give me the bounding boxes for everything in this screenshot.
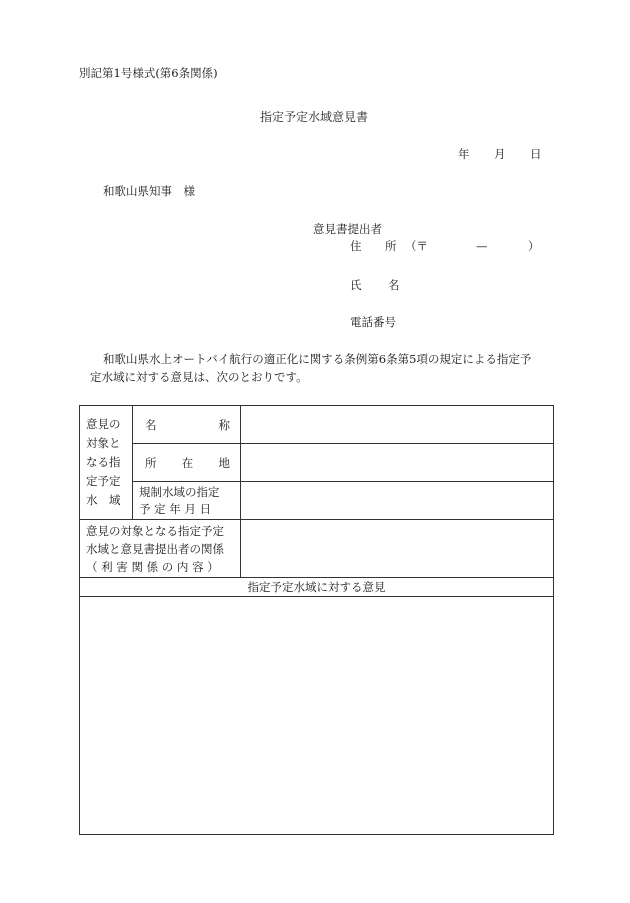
name-label-char: 称: [218, 417, 230, 432]
relationship-label-cell: [80, 520, 241, 578]
form-number: 別記第1号様式(第6条関係): [79, 66, 218, 80]
location-entry-cell[interactable]: [241, 444, 554, 482]
target-area-label-line: なる指: [86, 455, 121, 469]
location-label-cell: [133, 444, 241, 482]
relationship-label-line: 意見の対象となる指定予定: [86, 523, 224, 538]
postal-dash: —: [476, 239, 488, 253]
address-label-2: 所: [385, 239, 397, 253]
opinion-entry-cell[interactable]: [80, 597, 554, 835]
target-area-label-line: 定予定: [86, 474, 121, 488]
postal-close: ）: [528, 239, 540, 253]
date-month: 月: [494, 147, 506, 161]
opinion-form-table: [79, 405, 554, 835]
table-row: [80, 406, 554, 444]
designation-date-label-cell: [133, 482, 241, 520]
location-label-char: 在: [181, 455, 194, 470]
relationship-entry-cell[interactable]: [241, 520, 554, 578]
relationship-label-line: （ 利 害 関 係 の 内 容 ）: [86, 559, 219, 574]
date-year: 年: [458, 147, 470, 161]
name-label-2: 名: [388, 278, 400, 292]
addressee: 和歌山県知事 様: [103, 184, 195, 198]
relationship-label-line: 水域と意見書提出者の関係: [86, 541, 224, 556]
opinion-header-cell: 指定予定水域に対する意見: [80, 578, 554, 597]
statement-line-2: 定水域に対する意見は、次のとおりです。: [90, 370, 308, 384]
submitter-heading: 意見書提出者: [313, 222, 382, 236]
table-row: [80, 482, 554, 520]
target-area-label-line: 意見の: [86, 417, 121, 431]
phone-label: 電話番号: [350, 315, 396, 329]
designation-date-label-line: 予 定 年 月 日: [139, 501, 212, 516]
designation-date-label-line: 規制水域の指定: [139, 484, 220, 499]
designation-date-entry-cell[interactable]: [241, 482, 554, 520]
postal-open: （〒: [405, 239, 428, 253]
table-row: [80, 578, 554, 597]
statement-line-1: 和歌山県水上オートバイ航行の適正化に関する条例第6条第5項の規定による指定予: [103, 352, 532, 366]
table-row: [80, 444, 554, 482]
table-row: [80, 520, 554, 578]
target-area-label-line: 対象と: [86, 436, 121, 450]
target-area-label-cell: [80, 406, 133, 520]
table-row: [80, 597, 554, 835]
document-title: 指定予定水域意見書: [260, 110, 369, 124]
target-area-label-line: 水 域: [86, 493, 121, 507]
name-label-1: 氏: [350, 278, 362, 292]
address-label-1: 住: [350, 239, 362, 253]
date-day: 日: [530, 147, 542, 161]
location-label-char: 地: [218, 455, 230, 470]
name-label-cell: [133, 406, 241, 444]
name-label-char: 名: [145, 417, 157, 432]
location-label-char: 所: [145, 455, 157, 470]
name-entry-cell[interactable]: [241, 406, 554, 444]
